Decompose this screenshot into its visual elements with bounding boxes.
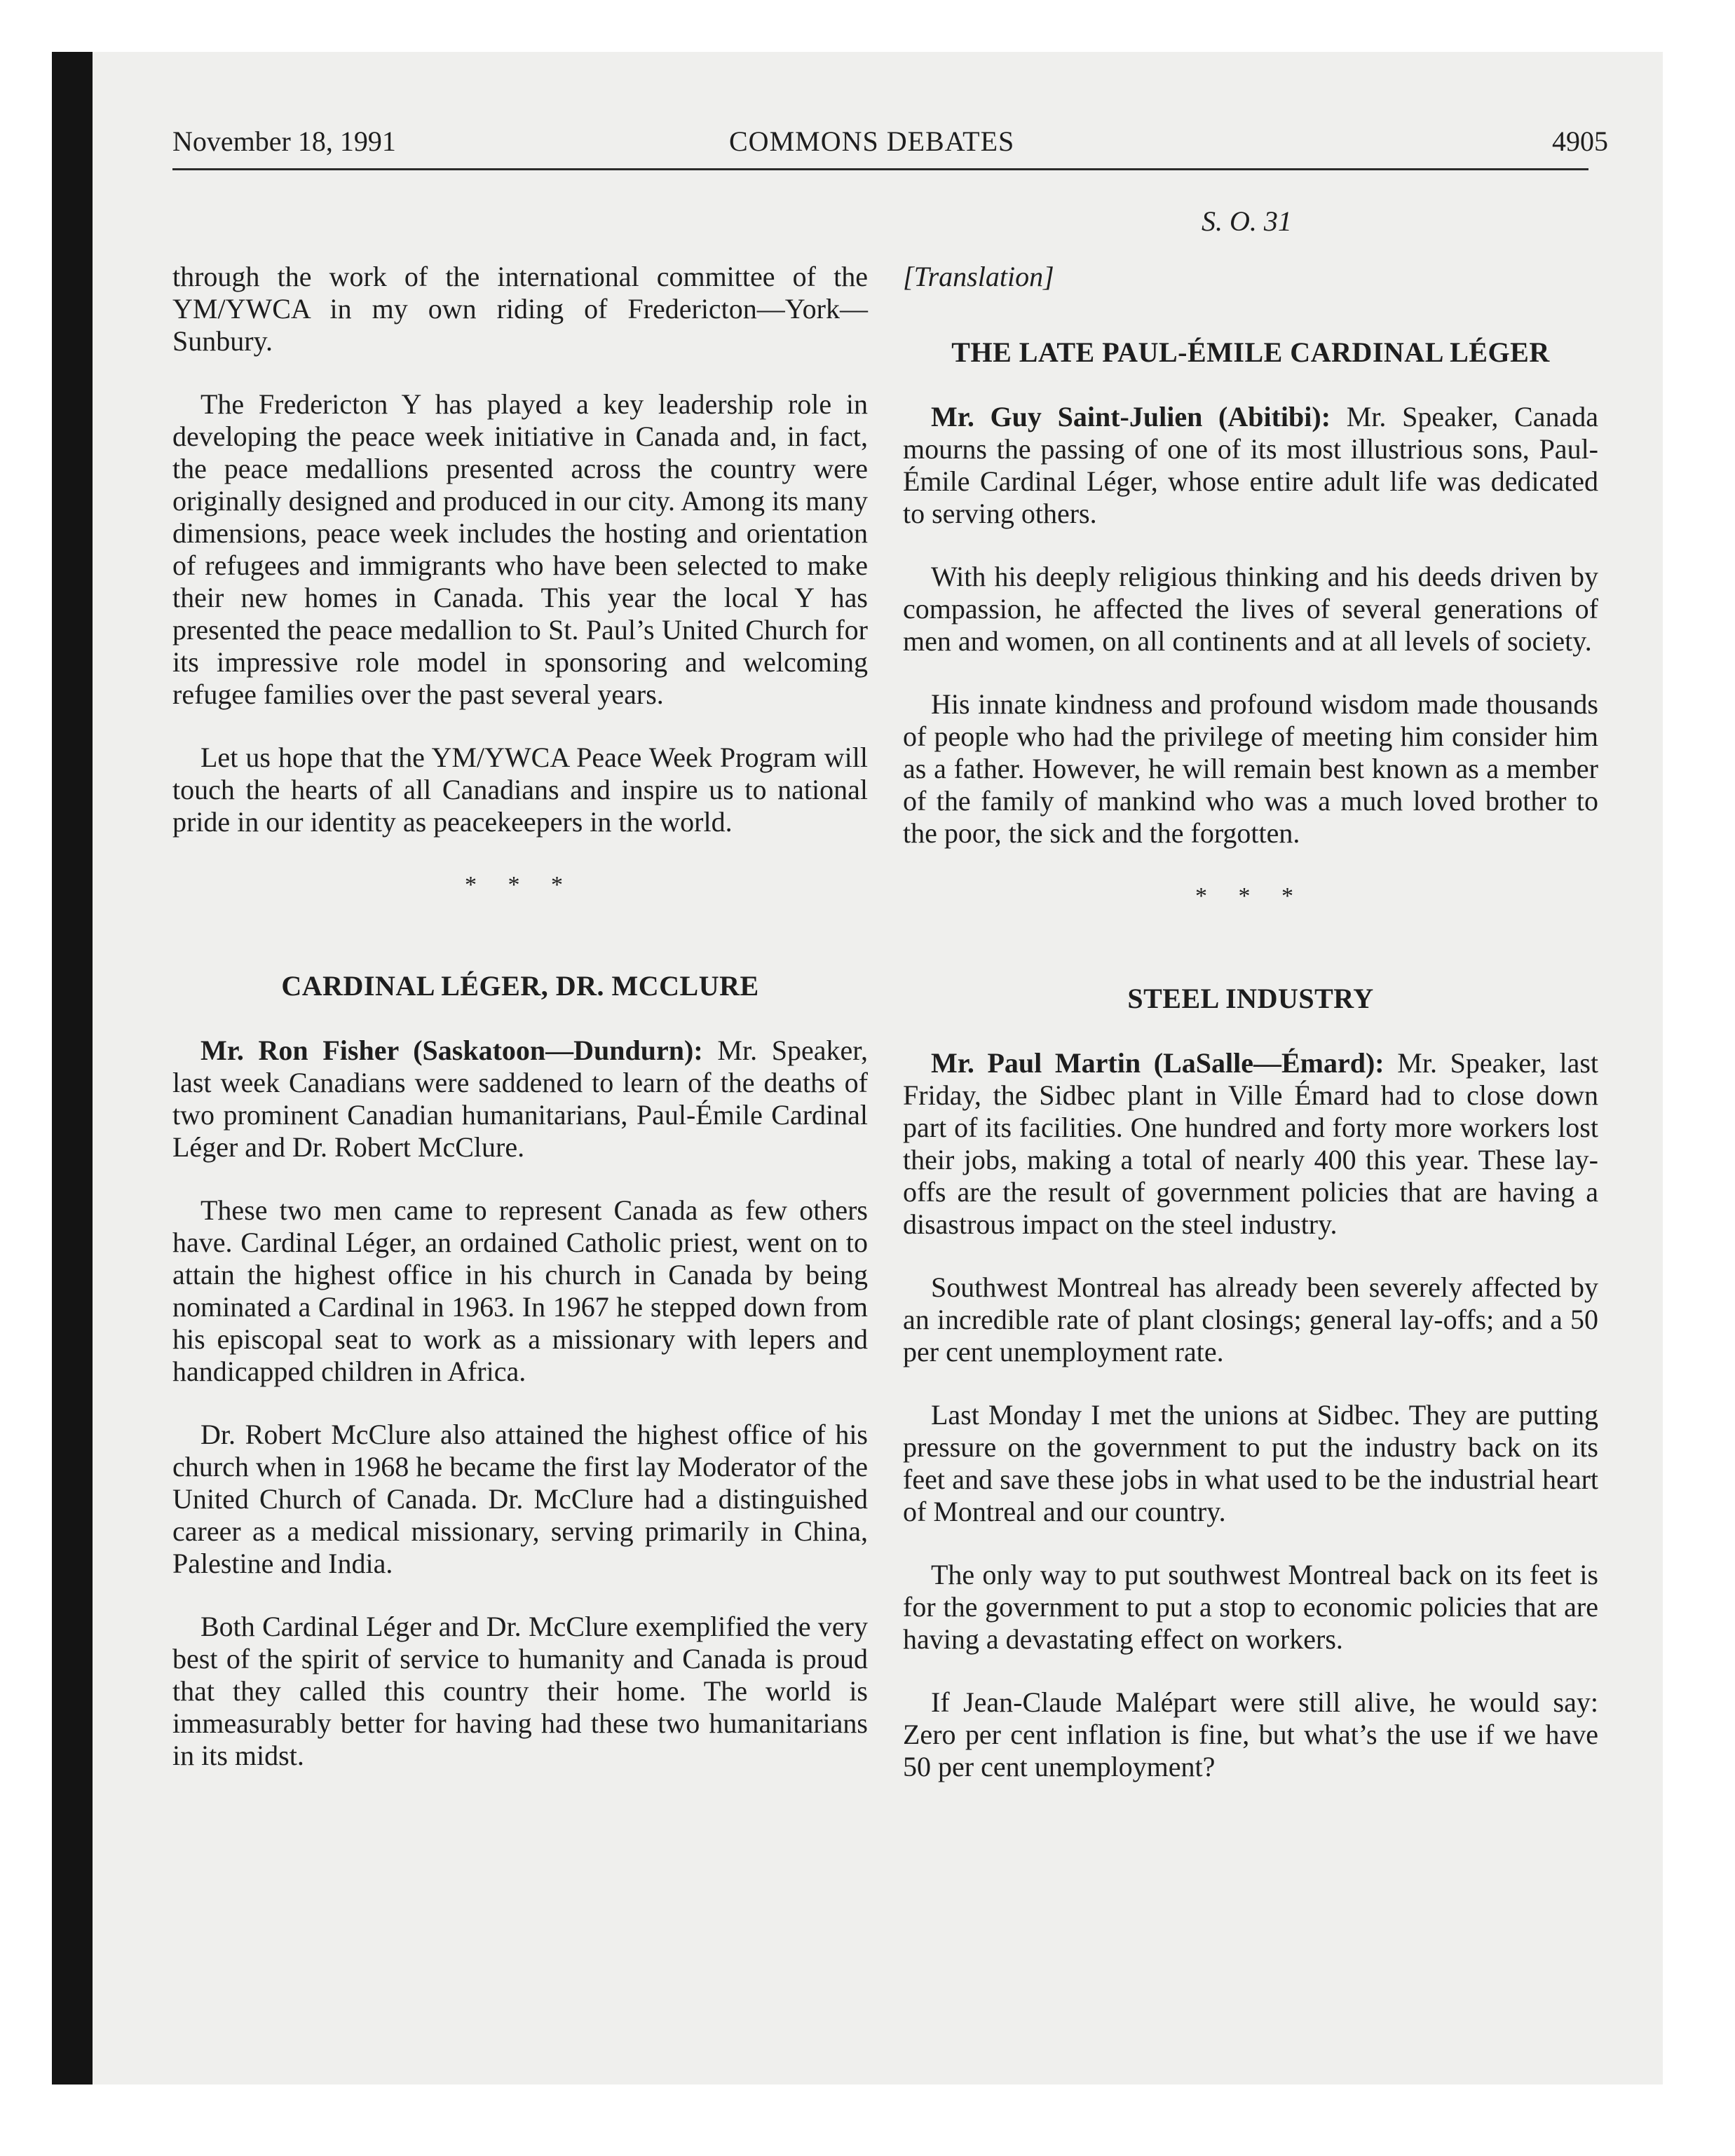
translation-note: [Translation] xyxy=(903,261,1054,292)
left-paragraph-3 xyxy=(172,1035,868,1164)
right-paragraph-7: The only way to put southwest Montreal back on its feet is for the government to put a stop to economic policies that are having a devastating effect on workers. xyxy=(903,1559,1598,1655)
right-paragraph-2: With his deeply religious thinking and his deeds driven by compassion, he affected the lives of several generations of men and women, on all continents and at all levels of society. xyxy=(903,561,1598,657)
right-paragraph-6: Last Monday I met the unions at Sidbec. They are putting pressure on the government to put the industry back on its feet and save these jobs in what used to be the industrial heart of Montreal and our country. xyxy=(903,1399,1598,1527)
left-paragraph-6: Both Cardinal Léger and Dr. McClure exemplified the very best of the spirit of service to humanity and Canada is proud that they called this country their home. The world is immeasurably better for having had these two humanitarians in its midst. xyxy=(172,1611,868,1771)
right-paragraph-4 xyxy=(903,1047,1598,1241)
speaker-guy-saint-julien: Mr. Guy Saint-Julien (Abitibi): xyxy=(931,401,1331,432)
left-column xyxy=(172,261,868,1803)
right-separator: * * * xyxy=(1195,883,1306,909)
section-marker: S. O. 31 xyxy=(1202,205,1292,237)
left-paragraph-3-text: Mr. Speaker, last week Canadians were saddened to learn of the deaths of two prominent Canadian humanitarians, Paul-Émile Cardinal Léger and Dr. Robert McClure. xyxy=(172,1035,868,1163)
speaker-paul-martin: Mr. Paul Martin (LaSalle—Émard): xyxy=(931,1047,1384,1079)
header-date: November 18, 1991 xyxy=(172,125,396,157)
header-title: COMMONS DEBATES xyxy=(729,125,1015,157)
right-paragraph-4-text: Mr. Speaker, last Friday, the Sidbec plant in Ville Émard had to close down part of its facilities. One hundred and forty more workers lost their jobs, making a total of nearly 400 this year. These lay-offs are the result of government policies that are having a disastrous impact on the steel industry. xyxy=(903,1047,1599,1240)
left-paragraph-2: Let us hope that the YM/YWCA Peace Week Program will touch the hearts of all Canadians and inspire us to national pride in our identity as peacekeepers in the world. xyxy=(172,742,868,838)
left-separator: * * * xyxy=(465,872,576,898)
scan-binding-edge xyxy=(52,52,93,2085)
speaker-ron-fisher: Mr. Ron Fisher (Saskatoon—Dundurn): xyxy=(200,1035,703,1066)
heading-steel-industry: STEEL INDUSTRY xyxy=(1127,983,1374,1014)
left-paragraph-4: These two men came to represent Canada as few others have. Cardinal Léger, an ordained Catholic priest, went on to attain the highest office in his church in Canada by being nominated a Cardinal in 1963. In 1967 he stepped down from his episcopal seat to work as a missionary with lepers and handicapped children in Africa. xyxy=(172,1194,868,1387)
left-paragraph-5: Dr. Robert McClure also attained the highest office of his church when in 1968 he became the first lay Moderator of the United Church of Canada. Dr. McClure had a distinguished career as a medical missionary, serving primarily in China, Palestine and India. xyxy=(172,1419,868,1579)
right-paragraph-1-text: Mr. Speaker, Canada mourns the passing of one of its most illustrious sons, Paul-Émile Cardinal Léger, whose entire adult life was dedicated to serving others. xyxy=(903,401,1598,529)
header-rule xyxy=(172,168,1588,170)
right-paragraph-1 xyxy=(903,401,1598,530)
right-paragraph-5: Southwest Montreal has already been severely affected by an incredible rate of plant closings; general lay-offs; and a 50 per cent unemployment rate. xyxy=(903,1271,1598,1367)
right-paragraph-3: His innate kindness and profound wisdom made thousands of people who had the privilege of meeting him consider him as a father. However, he will remain best known as a member of the family of mankind who was a much loved brother to the poor, the sick and the forgotten. xyxy=(903,688,1598,849)
left-paragraph-1: The Fredericton Y has played a key leadership role in developing the peace week initiative in Canada and, in fact, the peace medallions presented across the country were originally designed and produced in our city. Among its many dimensions, peace week includes the hosting and orientation of refugees and immigrants who have been selected to make their new homes in Canada. This year the local Y has presented the peace medallion to St. Paul’s United Church for its impressive role model in sponsoring and welcoming refugee families over the past several years. xyxy=(172,388,868,710)
header-page-number: 4905 xyxy=(1552,125,1608,157)
heading-cardinal-leger-dr-mcclure: CARDINAL LÉGER, DR. MCCLURE xyxy=(281,970,759,1002)
heading-late-paul-emile-cardinal-leger: THE LATE PAUL-ÉMILE CARDINAL LÉGER xyxy=(951,336,1550,368)
left-intro-paragraph: through the work of the international committee of the YM/YWCA in my own riding of Fredericton—York—Sunbury. xyxy=(172,261,868,357)
right-paragraph-8: If Jean-Claude Malépart were still alive, he would say: Zero per cent inflation is fine, but what’s the use if we have 50 per cent unemployment? xyxy=(903,1686,1598,1782)
right-column xyxy=(903,261,1598,1814)
